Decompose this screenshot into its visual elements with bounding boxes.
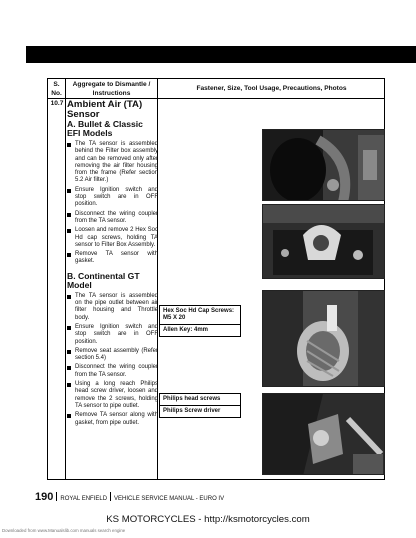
list-item: The TA sensor is assembled behind the Filter box assembly and can be removed only after removing the air filter housing from the frame (Refer section 5.2 Air filter.) — [67, 141, 158, 185]
list-item: Loosen and remove 2 Hex Soc Hd cap screws, holding TA sensor to Filter Box Assembly. — [67, 227, 158, 249]
section-a-steps — [67, 141, 158, 266]
page-footer — [35, 491, 224, 503]
list-item: Ensure Ignition switch and stop switch are in OFF position. — [67, 324, 158, 346]
note-text: Hex Soc Hd Cap Screws: M5 X 20 — [163, 308, 235, 321]
list-item: Using a long reach Philips head screw driver, loosen and remove the 2 screws, holding TA sensor to pipe outlet. — [67, 381, 158, 410]
row-number: 10.7 — [50, 100, 64, 107]
header-aggregate: Aggregate to Dismantle / Instructions — [72, 81, 151, 97]
instructions-column — [67, 100, 158, 429]
photo-ta-sensor — [262, 204, 385, 279]
column-divider — [65, 79, 66, 479]
list-item: Remove TA sensor with gasket. — [67, 251, 158, 266]
section-b-title: B. Continental GT Model — [67, 270, 140, 290]
photo-filter-box — [262, 129, 385, 201]
photo-pipe-outlet — [262, 290, 385, 387]
photo-philips-screws — [262, 393, 385, 475]
section-a-title: A. Bullet & Classic EFI Models — [67, 119, 143, 138]
header-fastener: Fastener, Size, Tool Usage, Precautions, Photos — [196, 85, 347, 92]
table-header — [48, 79, 384, 99]
footer-manual: VEHICLE SERVICE MANUAL - EURO IV — [114, 496, 225, 502]
header-sno: S. No. — [51, 81, 62, 97]
header-bar — [26, 46, 416, 63]
website-caption: KS MOTORCYCLES - http://ksmotorcycles.com — [106, 514, 310, 525]
fastener-note-1 — [159, 305, 241, 337]
footer-brand: ROYAL ENFIELD — [60, 496, 108, 502]
download-note: Downloaded from www.Manualslib.com manuals search engine — [2, 528, 126, 533]
procedure-table — [47, 78, 385, 480]
page-number: 190 — [35, 491, 54, 503]
note-text: Allen Key: 4mm — [160, 324, 240, 336]
note-text: Philips Screw driver — [160, 405, 240, 417]
list-item: The TA sensor is assembled on the pipe outlet between air filter housing and Throttle body. — [67, 293, 158, 322]
list-item: Disconnect the wiring coupler from the TA sensor. — [67, 211, 158, 226]
note-text: Philips head screws — [163, 396, 221, 402]
list-item: Ensure Ignition switch and stop switch are in OFF position. — [67, 187, 158, 209]
list-item: Remove seat assembly (Refer section 5.4) — [67, 348, 158, 363]
list-item: Remove TA sensor along with gasket, from pipe outlet. — [67, 412, 158, 427]
row-title: Ambient Air (TA) Sensor — [67, 99, 143, 120]
list-item: Disconnect the wiring coupler from the TA sensor. — [67, 364, 158, 379]
section-b-steps — [67, 293, 158, 427]
fastener-note-2 — [159, 393, 241, 418]
